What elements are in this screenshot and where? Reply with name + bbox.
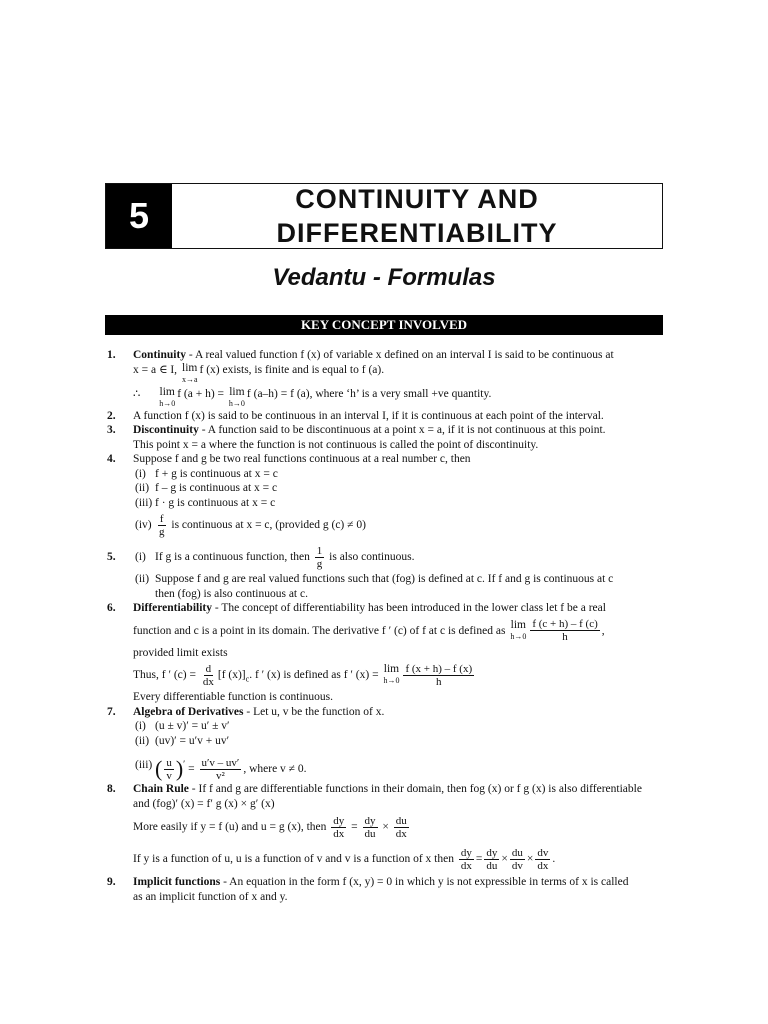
lim-sub: h→0 xyxy=(228,398,245,408)
chapter-number: 5 xyxy=(106,184,172,248)
item-text: - Let u, v be the function of x. xyxy=(243,705,385,718)
concept-list xyxy=(107,348,667,904)
item-number: 2. xyxy=(107,409,116,422)
sub-item xyxy=(133,719,667,734)
item-text: provided limit exists xyxy=(133,646,228,659)
item-text: Suppose f and g be two real functions continuous at a real number c, then xyxy=(133,453,471,465)
item-text: . f ′ (x) is defined as f ′ (x) = xyxy=(249,669,379,681)
left-paren: ( xyxy=(155,756,163,782)
sub-item-text: is also continuous. xyxy=(329,551,415,563)
fraction xyxy=(459,847,474,872)
therefore-symbol: ∴ xyxy=(133,387,141,400)
lim-label: lim xyxy=(229,385,245,398)
item-number: 9. xyxy=(107,876,116,888)
lim-label: lim xyxy=(510,618,526,631)
denominator: h xyxy=(436,675,442,688)
numerator: u′v – uv′ xyxy=(201,756,240,769)
numerator: du xyxy=(511,846,523,859)
lim-label: lim xyxy=(182,361,198,374)
numerator: f (x + h) – f (x) xyxy=(405,662,473,675)
numerator: d xyxy=(205,662,212,675)
lim-label: lim xyxy=(159,385,175,398)
numerator: dy xyxy=(364,814,376,827)
denominator: g xyxy=(316,557,323,570)
item-text: f (a–h) = f (a), where ‘h’ is a very small +ve quantity. xyxy=(246,387,492,400)
sub-item-text: f · g is continuous at x = c xyxy=(155,496,276,509)
item-text: [f (x)] xyxy=(217,669,246,681)
sub-item xyxy=(133,510,667,540)
sub-item-text: f – g is continuous at x = c xyxy=(155,482,278,494)
item-text: - A real valued function f (x) of variable x defined on an interval I is said to be continuous at xyxy=(186,349,614,361)
sub-item-text: f + g is continuous at x = c xyxy=(155,467,278,480)
denominator: du xyxy=(364,827,376,840)
term-chain-rule: Chain Rule xyxy=(133,783,189,795)
list-item-algebra-continuous xyxy=(107,452,667,540)
roman-numeral: (iv) xyxy=(135,519,152,531)
times-sign: × xyxy=(382,821,389,833)
numerator: f (c + h) – f (c) xyxy=(532,618,598,631)
roman-numeral: (iii) xyxy=(135,759,153,771)
list-item-implicit-functions xyxy=(107,875,667,904)
sub-item-text: If g is a continuous function, then xyxy=(155,551,310,563)
sub-item xyxy=(133,542,667,572)
numerator: 1 xyxy=(316,544,323,557)
item-number: 4. xyxy=(107,453,116,465)
sub-item-text: Suppose f and g are real valued functions such that (fog) is defined at c. If f and g is continuous at c xyxy=(155,573,614,585)
list-item-composite-continuity xyxy=(107,542,667,601)
sub-item-text: (uv)′ = u′v + uv′ xyxy=(155,734,230,747)
item-text: x = a ∈ I, xyxy=(133,363,178,376)
item-text: This point x = a where the function is not continuous is called the point of discontinuity. xyxy=(133,438,539,451)
denominator: h xyxy=(562,631,568,644)
fraction xyxy=(535,847,550,872)
item-text: as an implicit function of x and y. xyxy=(133,890,288,903)
term-implicit-functions: Implicit functions xyxy=(133,876,221,888)
item-text: - The concept of differentiability has been introduced in the lower class let f be a real xyxy=(212,602,606,614)
term-differentiability: Differentiability xyxy=(133,602,212,614)
denominator: dx xyxy=(395,827,407,840)
term-continuity: Continuity xyxy=(133,349,187,361)
roman-numeral: (i) xyxy=(135,551,146,563)
right-paren: ) xyxy=(175,756,184,782)
item-text: - A function said to be discontinuous at a point x = a, if it is not continuous at this point. xyxy=(198,424,606,436)
item-number: 1. xyxy=(107,349,116,361)
lim-sub: x→a xyxy=(181,374,198,384)
sub-item xyxy=(133,481,667,496)
lim-sub: h→0 xyxy=(159,398,176,408)
item-number: 7. xyxy=(107,705,116,718)
item-text: If y is a function of u, u is a function of v and v is a function of x then xyxy=(133,853,454,865)
roman-numeral: (ii) xyxy=(135,482,150,494)
denominator: v² xyxy=(216,769,225,782)
sub-item xyxy=(133,496,667,511)
sub-item-text: is continuous at x = c, (provided g (c) ≠ 0) xyxy=(171,519,366,531)
limit xyxy=(159,387,175,409)
lim-sub: h→0 xyxy=(510,631,527,641)
roman-numeral: (i) xyxy=(135,720,146,732)
sub-item xyxy=(133,748,667,782)
denominator: du xyxy=(486,859,498,872)
sub-item xyxy=(133,734,667,749)
equals-sign: = xyxy=(351,821,358,833)
denominator: dx xyxy=(202,675,214,688)
item-number: 5. xyxy=(107,551,116,563)
lim-label: lim xyxy=(383,663,400,676)
sub-item-text: (u ± v)′ = u′ ± v′ xyxy=(155,720,230,732)
subscript: c xyxy=(245,674,250,684)
sub-item-text: , where v ≠ 0. xyxy=(243,762,307,775)
denominator: dv xyxy=(511,859,523,872)
item-text: f (a + h) = xyxy=(177,387,225,400)
subtitle: Vedantu - Formulas xyxy=(272,264,496,291)
equals-sign: = xyxy=(475,853,483,865)
limit xyxy=(510,620,526,642)
prime-mark: ′ xyxy=(183,759,186,770)
item-text: f (x) exists, is finite and is equal to f (a). xyxy=(199,363,385,376)
list-item-continuity xyxy=(107,348,667,409)
numerator: dy xyxy=(460,846,472,859)
fraction xyxy=(484,847,499,872)
fraction xyxy=(394,815,409,840)
roman-numeral: (ii) xyxy=(135,734,150,747)
fraction xyxy=(157,513,167,538)
item-text: - An equation in the form f (x, y) = 0 in which y is not expressible in terms of x is called xyxy=(220,876,629,888)
sub-item xyxy=(133,467,667,482)
fraction xyxy=(201,663,216,688)
denominator: g xyxy=(159,525,165,538)
numerator: f xyxy=(159,512,164,525)
denominator: dx xyxy=(460,859,472,872)
denominator: v xyxy=(166,769,172,782)
roman-numeral: (ii) xyxy=(135,573,150,585)
fraction xyxy=(200,757,242,782)
fraction xyxy=(510,847,525,872)
numerator: u xyxy=(166,756,172,769)
chapter-title-line1: CONTINUITY AND xyxy=(295,184,539,214)
chapter-header xyxy=(105,183,663,249)
numerator: du xyxy=(395,814,407,827)
term-algebra-derivatives: Algebra of Derivatives xyxy=(133,705,244,718)
term-discontinuity: Discontinuity xyxy=(133,424,199,436)
denominator: dx xyxy=(333,827,345,840)
roman-numeral: (i) xyxy=(135,467,146,480)
fraction xyxy=(530,618,599,643)
list-item-algebra-derivatives xyxy=(107,705,667,783)
times-sign: × xyxy=(501,853,508,865)
item-text: A function f (x) is said to be continuous in an interval I, if it is continuous at each point of the interval. xyxy=(133,409,604,422)
limit xyxy=(383,664,399,686)
chapter-title xyxy=(172,184,662,248)
fraction xyxy=(363,815,378,840)
numerator: dy xyxy=(486,846,498,859)
sub-item xyxy=(133,572,667,601)
section-header: KEY CONCEPT INVOLVED xyxy=(105,315,663,335)
fraction xyxy=(164,757,174,782)
times-sign: × xyxy=(526,853,534,865)
numerator: dy xyxy=(333,814,345,827)
item-text: - If f and g are differentiable functions in their domain, then fog (x) or f g (x) is also differentiable xyxy=(188,783,642,795)
list-item-differentiability: 6. Differentiability - The concept of differentiability has been introduced in the lower class let f be a real function and c is a point in its domain. The derivative f ′ (c) of f at c is defined as lim h→0 $\frac{f (c + h) - f (c)}{h}$ , provided limit exists Thus, f ′ (c) = $\frac{d}{dx}$ [f $(x)]_c$. f ′ (x) is defined as f ′ (x) = lim h→0 $\frac{f (x + h) - f (x)}{h}$ Every differentiable function is continuous. xyxy=(107,601,667,705)
roman-numeral: (iii) xyxy=(135,496,153,509)
list-item-chain-rule xyxy=(107,782,667,875)
item-text: More easily if y = f (u) and u = g (x), then xyxy=(133,821,327,833)
item-text: Thus, f ′ (c) = xyxy=(133,669,196,681)
denominator: dx xyxy=(537,859,549,872)
item-number: 8. xyxy=(107,783,116,795)
item-number: 6. xyxy=(107,602,116,614)
item-text: function and c is a point in its domain. The derivative f ′ (c) of f at c is defined as xyxy=(133,624,506,637)
fraction xyxy=(403,663,474,688)
list-item-continuous-interval xyxy=(107,409,667,424)
item-text: Every differentiable function is continuous. xyxy=(133,691,334,703)
limit xyxy=(229,387,245,409)
chapter-title-line2: DIFFERENTIABILITY xyxy=(276,218,558,248)
item-number: 3. xyxy=(107,424,116,436)
limit xyxy=(182,363,198,385)
item-text: and (fog)′ (x) = f′ g (x) × g′ (x) xyxy=(133,797,275,810)
numerator: dv xyxy=(537,846,549,859)
lim-sub: h→0 xyxy=(383,676,400,686)
fraction xyxy=(315,545,325,570)
fraction xyxy=(331,815,346,840)
list-item-discontinuity xyxy=(107,423,667,452)
period: . xyxy=(552,853,556,865)
equals-sign: = xyxy=(188,762,195,775)
sub-item-text: then (fog) is also continuous at c. xyxy=(155,587,308,600)
